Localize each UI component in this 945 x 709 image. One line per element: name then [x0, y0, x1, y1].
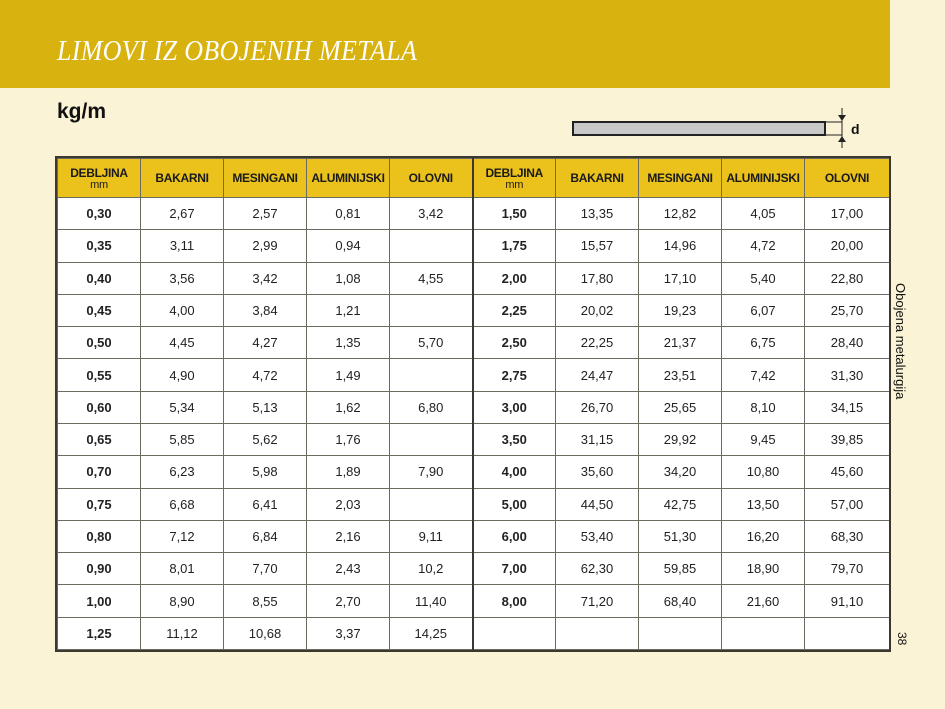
- weight-cell: 3,42: [224, 262, 307, 294]
- weight-cell: 26,70: [556, 391, 639, 423]
- thickness-cell: 8,00: [473, 585, 556, 617]
- weight-cell: 6,23: [141, 456, 224, 488]
- weight-cell: 57,00: [805, 488, 890, 520]
- table-row: [58, 230, 890, 262]
- weight-cell: 9,11: [390, 520, 473, 552]
- weight-cell: 62,30: [556, 553, 639, 585]
- thickness-cell: 0,70: [58, 456, 141, 488]
- weight-cell: 1,08: [307, 262, 390, 294]
- weight-cell: 1,49: [307, 359, 390, 391]
- thickness-cell: 1,75: [473, 230, 556, 262]
- thickness-cell: 0,30: [58, 198, 141, 230]
- thickness-cell: 3,50: [473, 423, 556, 455]
- weight-cell: 19,23: [639, 294, 722, 326]
- weight-cell: 15,57: [556, 230, 639, 262]
- column-header-label: OLOVNI: [408, 171, 453, 185]
- weight-cell: 14,96: [639, 230, 722, 262]
- weight-cell: 4,27: [224, 327, 307, 359]
- weight-cell: 4,72: [722, 230, 805, 262]
- table-row: [58, 553, 890, 585]
- thickness-cell: 4,00: [473, 456, 556, 488]
- weight-cell: [639, 617, 722, 649]
- weight-cell: 7,12: [141, 520, 224, 552]
- weight-cell: 2,43: [307, 553, 390, 585]
- column-header-label: DEBLJINA: [70, 165, 128, 180]
- weight-cell: 5,34: [141, 391, 224, 423]
- thickness-cell: 2,00: [473, 262, 556, 294]
- weight-cell: 1,89: [307, 456, 390, 488]
- table-row: [58, 520, 890, 552]
- column-header: [390, 159, 473, 198]
- weight-cell: 1,62: [307, 391, 390, 423]
- page-title: LIMOVI IZ OBOJENIH METALA: [57, 36, 418, 67]
- weight-cell: 3,42: [390, 198, 473, 230]
- weight-cell: 21,37: [639, 327, 722, 359]
- thickness-cell: [473, 617, 556, 649]
- column-header-label: DEBLJINA: [485, 165, 544, 180]
- weight-cell: 7,90: [390, 456, 473, 488]
- weight-cell: 79,70: [805, 553, 890, 585]
- weight-cell: 7,70: [224, 553, 307, 585]
- column-header-label: ALUMINIJSKI: [726, 171, 800, 185]
- sheet-cross-section: [573, 122, 825, 135]
- weight-cell: 68,30: [805, 520, 890, 552]
- weight-cell: 28,40: [805, 327, 890, 359]
- table-row: [58, 456, 890, 488]
- table-body: [58, 198, 890, 650]
- table-row: [58, 423, 890, 455]
- column-header-unit: mm: [505, 178, 524, 191]
- table-row: [58, 617, 890, 649]
- column-header: [307, 159, 390, 198]
- weight-cell: 68,40: [639, 585, 722, 617]
- weight-cell: 34,15: [805, 391, 890, 423]
- thickness-cell: 1,50: [473, 198, 556, 230]
- weight-cell: 91,10: [805, 585, 890, 617]
- thickness-cell: 0,65: [58, 423, 141, 455]
- thickness-cell: 0,40: [58, 262, 141, 294]
- thickness-cell: 0,55: [58, 359, 141, 391]
- weight-cell: 5,85: [141, 423, 224, 455]
- column-header: [722, 159, 805, 198]
- weight-cell: 45,60: [805, 456, 890, 488]
- weight-cell: [722, 617, 805, 649]
- table-header-row: [58, 159, 890, 198]
- weight-cell: 6,80: [390, 391, 473, 423]
- weight-cell: 8,55: [224, 585, 307, 617]
- weight-cell: 1,35: [307, 327, 390, 359]
- weight-cell: 17,80: [556, 262, 639, 294]
- weight-cell: 51,30: [639, 520, 722, 552]
- weight-cell: 4,90: [141, 359, 224, 391]
- weight-cell: 29,92: [639, 423, 722, 455]
- weight-cell: 2,70: [307, 585, 390, 617]
- column-header: [141, 159, 224, 198]
- weight-cell: 22,80: [805, 262, 890, 294]
- weight-cell: 5,98: [224, 456, 307, 488]
- weight-cell: 17,00: [805, 198, 890, 230]
- weight-cell: 8,10: [722, 391, 805, 423]
- thickness-cell: 0,35: [58, 230, 141, 262]
- thickness-label: d: [851, 121, 860, 137]
- weight-cell: 31,30: [805, 359, 890, 391]
- weight-cell: 4,72: [224, 359, 307, 391]
- weight-cell: 44,50: [556, 488, 639, 520]
- column-header-label: BAKARNI: [570, 171, 624, 185]
- weight-cell: 1,21: [307, 294, 390, 326]
- weight-cell: 6,68: [141, 488, 224, 520]
- weight-cell: 24,47: [556, 359, 639, 391]
- weight-cell: 23,51: [639, 359, 722, 391]
- weight-cell: 5,70: [390, 327, 473, 359]
- weight-cell: 3,11: [141, 230, 224, 262]
- thickness-cell: 1,00: [58, 585, 141, 617]
- page-number: 38: [895, 632, 909, 646]
- column-header-label: MESINGANI: [647, 171, 713, 185]
- weight-cell: 9,45: [722, 423, 805, 455]
- column-header: [556, 159, 639, 198]
- column-header: [224, 159, 307, 198]
- thickness-cell: 0,90: [58, 553, 141, 585]
- weight-cell: 2,16: [307, 520, 390, 552]
- column-header: [805, 159, 890, 198]
- weight-cell: 10,80: [722, 456, 805, 488]
- weight-cell: 0,81: [307, 198, 390, 230]
- weight-cell: 4,55: [390, 262, 473, 294]
- weight-cell: 8,01: [141, 553, 224, 585]
- weight-cell: 10,2: [390, 553, 473, 585]
- weight-cell: 10,68: [224, 617, 307, 649]
- weight-cell: 4,45: [141, 327, 224, 359]
- weight-cell: 25,70: [805, 294, 890, 326]
- arrow-down-icon: [838, 115, 846, 121]
- weight-cell: 5,13: [224, 391, 307, 423]
- table-row: [58, 262, 890, 294]
- thickness-cell: 0,45: [58, 294, 141, 326]
- thickness-cell: 2,25: [473, 294, 556, 326]
- table-row: [58, 327, 890, 359]
- thickness-cell: 5,00: [473, 488, 556, 520]
- unit-label: kg/m: [57, 100, 107, 123]
- weight-cell: 6,84: [224, 520, 307, 552]
- table-row: [58, 391, 890, 423]
- weight-cell: 2,57: [224, 198, 307, 230]
- weight-cell: 71,20: [556, 585, 639, 617]
- thickness-cell: 7,00: [473, 553, 556, 585]
- column-header: [58, 159, 141, 198]
- weight-cell: 0,94: [307, 230, 390, 262]
- column-header-unit: mm: [90, 178, 108, 191]
- weight-cell: [390, 230, 473, 262]
- thickness-cell: 0,50: [58, 327, 141, 359]
- weight-cell: 12,82: [639, 198, 722, 230]
- weight-cell: 31,15: [556, 423, 639, 455]
- weight-table: [57, 158, 890, 650]
- weight-cell: [390, 488, 473, 520]
- thickness-cell: 1,25: [58, 617, 141, 649]
- weight-cell: [805, 617, 890, 649]
- sheet-thickness-diagram: [570, 108, 870, 148]
- weight-cell: 7,42: [722, 359, 805, 391]
- column-header: [639, 159, 722, 198]
- thickness-cell: 6,00: [473, 520, 556, 552]
- weight-cell: 5,40: [722, 262, 805, 294]
- thickness-cell: 2,75: [473, 359, 556, 391]
- arrow-up-icon: [838, 136, 846, 142]
- weight-cell: 18,90: [722, 553, 805, 585]
- weight-cell: 8,90: [141, 585, 224, 617]
- weight-cell: 4,05: [722, 198, 805, 230]
- weight-cell: 2,67: [141, 198, 224, 230]
- weight-cell: 20,02: [556, 294, 639, 326]
- weight-cell: 11,40: [390, 585, 473, 617]
- weight-cell: 2,99: [224, 230, 307, 262]
- weight-cell: 3,37: [307, 617, 390, 649]
- weight-cell: 13,50: [722, 488, 805, 520]
- column-header-label: MESINGANI: [232, 171, 298, 185]
- weight-cell: 3,84: [224, 294, 307, 326]
- weight-cell: [390, 294, 473, 326]
- weight-cell: 22,25: [556, 327, 639, 359]
- thickness-cell: 0,60: [58, 391, 141, 423]
- thickness-cell: 0,80: [58, 520, 141, 552]
- weight-cell: 3,56: [141, 262, 224, 294]
- table-row: [58, 585, 890, 617]
- weight-cell: 53,40: [556, 520, 639, 552]
- weight-cell: 35,60: [556, 456, 639, 488]
- weight-cell: 39,85: [805, 423, 890, 455]
- thickness-cell: 0,75: [58, 488, 141, 520]
- table-row: [58, 359, 890, 391]
- column-header-label: BAKARNI: [155, 171, 209, 185]
- weight-cell: 21,60: [722, 585, 805, 617]
- weight-cell: 13,35: [556, 198, 639, 230]
- weight-cell: [556, 617, 639, 649]
- weight-cell: 16,20: [722, 520, 805, 552]
- weight-cell: 42,75: [639, 488, 722, 520]
- weight-cell: 25,65: [639, 391, 722, 423]
- weight-cell: 59,85: [639, 553, 722, 585]
- weight-cell: 34,20: [639, 456, 722, 488]
- table-row: [58, 294, 890, 326]
- weight-cell: 2,03: [307, 488, 390, 520]
- thickness-cell: 2,50: [473, 327, 556, 359]
- thickness-cell: 3,00: [473, 391, 556, 423]
- weight-cell: [390, 359, 473, 391]
- weight-cell: 11,12: [141, 617, 224, 649]
- weight-cell: 20,00: [805, 230, 890, 262]
- weight-cell: 6,07: [722, 294, 805, 326]
- weight-cell: 6,41: [224, 488, 307, 520]
- column-header-label: ALUMINIJSKI: [311, 171, 385, 185]
- weight-cell: 5,62: [224, 423, 307, 455]
- column-header-label: OLOVNI: [824, 171, 870, 185]
- weight-cell: 17,10: [639, 262, 722, 294]
- table-row: [58, 198, 890, 230]
- weight-cell: [390, 423, 473, 455]
- weight-cell: 6,75: [722, 327, 805, 359]
- weight-cell: 1,76: [307, 423, 390, 455]
- weight-cell: 4,00: [141, 294, 224, 326]
- column-header: [473, 159, 556, 198]
- side-category-label: Obojena metalurgija: [893, 283, 908, 400]
- table-row: [58, 488, 890, 520]
- weight-cell: 14,25: [390, 617, 473, 649]
